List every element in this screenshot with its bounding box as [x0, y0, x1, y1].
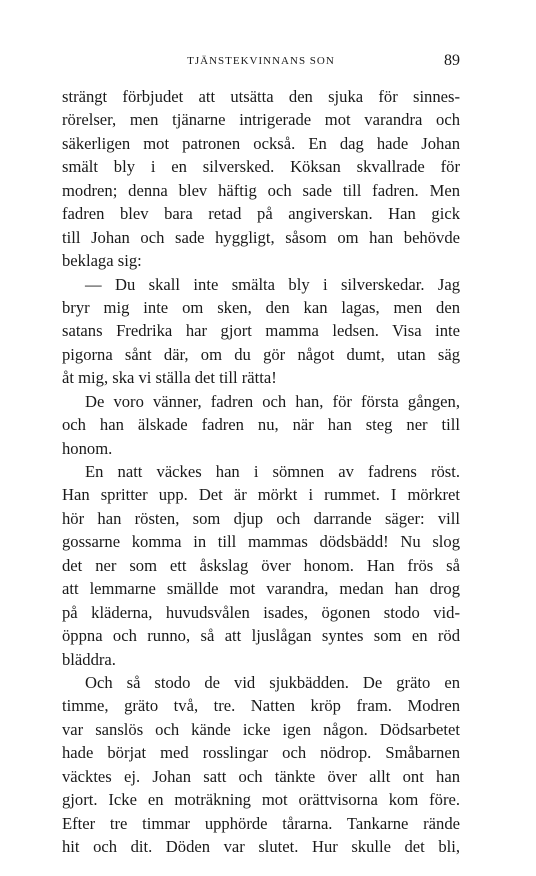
text-line: satans Fredrika har gjort mamma ledsen. Visa inte: [62, 321, 460, 341]
text-line: det ner som ett åskslag över honom. Han frös så: [62, 555, 460, 575]
text-line: De voro vänner, fadren och han, för första gången,: [85, 391, 460, 411]
text-line: Efter tre timmar upphörde tårarna. Tankarne rände: [62, 813, 460, 833]
text-line: pigorna sånt där, om du gör något dumt, utan säg: [62, 344, 460, 364]
text-line: var sanslös och kände icke igen någon. Dödsarbetet: [62, 719, 460, 739]
text-line: Och så stodo de vid sjukbädden. De gräto en: [85, 672, 460, 692]
text-line: Han spritter upp. Det är mörkt i rummet. I mörkret: [62, 485, 460, 505]
text-line: öppna och runno, så att ljuslågan syntes som en röd: [62, 626, 460, 646]
text-line: att lemmarne smällde mot varandra, medan han drog: [62, 579, 460, 599]
text-line: gossarne komma in till mammas dödsbädd! Nu slog: [62, 532, 460, 552]
text-line: rörelser, men tjänarne intrigerade mot varandra och: [62, 110, 460, 130]
page-header: [62, 52, 460, 72]
text-line: bryr mig inte om sken, den kan lagas, men den: [62, 297, 460, 317]
text-line: En natt väckes han i sömnen av fadrens röst.: [85, 462, 460, 481]
text-line: — Du skall inte smälta bly i silverskedar. Jag: [85, 274, 460, 294]
page-number: 89: [444, 52, 460, 69]
text-line: modren; denna blev häftig och sade till fadren. Men: [62, 180, 460, 200]
text-line: till Johan och sade hyggligt, såsom om han behövde: [62, 227, 460, 247]
body-text: [62, 85, 460, 858]
text-line: hit och dit. Döden var slutet. Hur skulle det bli,: [62, 837, 460, 856]
text-line: honom.: [62, 438, 113, 458]
text-line: bläddra.: [62, 649, 116, 669]
text-line: timme, gräto två, tre. Natten kröp fram. Modren: [62, 696, 460, 716]
text-line: väcktes ej. Johan satt och tänkte över allt ont han: [62, 766, 460, 786]
text-line: smält bly i en silversked. Köksan skvallrade för: [62, 157, 460, 177]
text-line: åt mig, ska vi ställa det till rätta!: [62, 368, 277, 388]
running-head: TJÄNSTEKVINNANS SON: [187, 55, 335, 67]
text-line: strängt förbjudet att utsätta den sjuka för sinnes-: [62, 87, 460, 106]
text-line: och han älskade fadren nu, när han steg ner till: [62, 415, 460, 435]
text-line: fadren blev bara retad på angiverskan. Han gick: [62, 204, 460, 224]
text-line: beklaga sig:: [62, 251, 142, 271]
text-line: på kläderna, huvudsvålen isades, ögonen stodo vid-: [62, 602, 460, 622]
text-line: hör han rösten, som djup och darrande säger: vill: [62, 508, 460, 528]
text-line: säkerligen mot patronen också. En dag hade Johan: [62, 133, 460, 153]
text-line: hade börjat med rosslingar och nödrop. Småbarnen: [62, 743, 460, 763]
text-line: gjort. Icke en moträkning mot orättvisorna kom före.: [62, 790, 460, 810]
